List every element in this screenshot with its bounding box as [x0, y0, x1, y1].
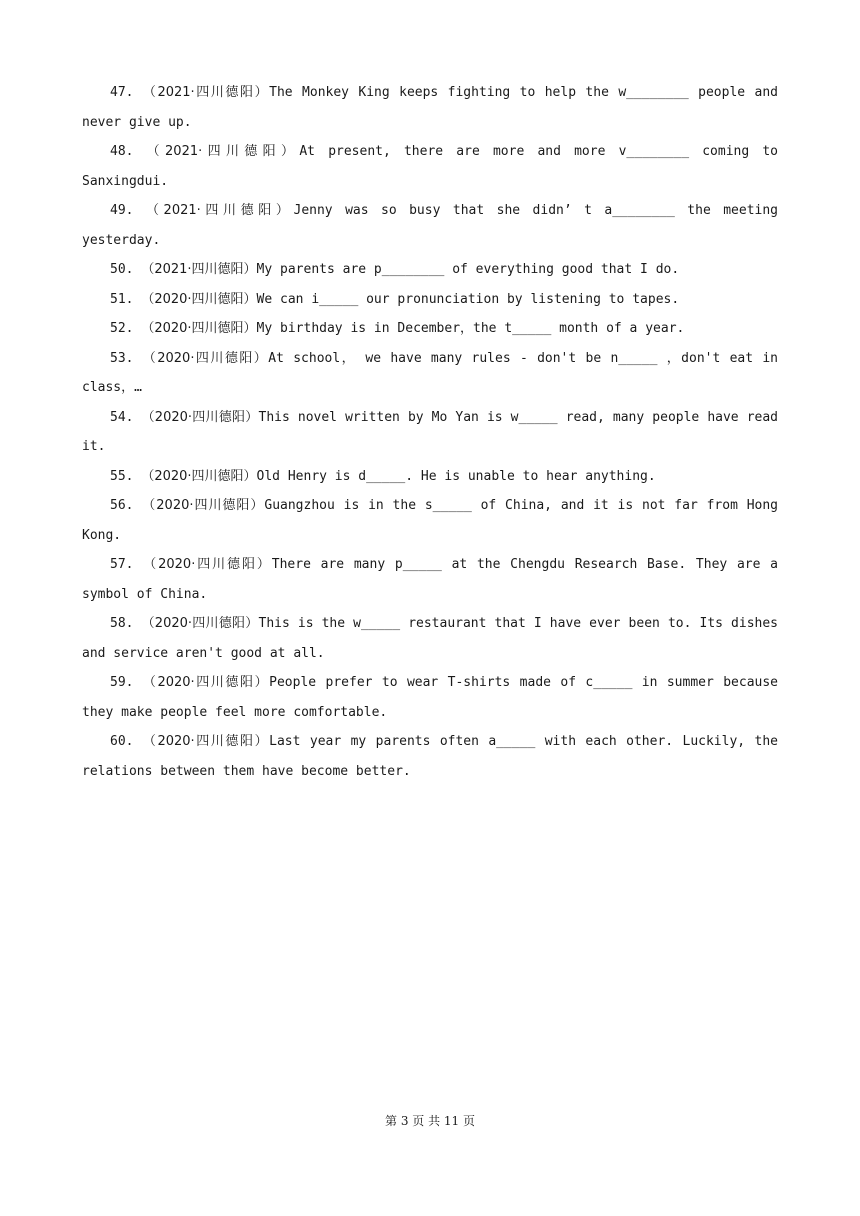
question-text: At present, there are more and more v________ coming to Sanxingdui. — [82, 144, 779, 189]
question-source: （2020·四川德阳） — [143, 557, 272, 572]
question-item — [82, 314, 778, 344]
question-source: （2021·四川德阳） — [141, 262, 257, 277]
question-item — [82, 137, 778, 196]
question-number: 55. — [110, 468, 134, 484]
question-number: 50. — [110, 262, 134, 277]
question-item — [82, 727, 778, 786]
question-text: This is the w_____ restaurant that I have ever been to. Its dishes and service aren't good at all. — [82, 616, 779, 661]
question-text: Jenny was so busy that she didn’ t a________ the meeting yesterday. — [82, 203, 778, 248]
question-source: （2020·四川德阳） — [141, 321, 257, 336]
question-number: 60. — [110, 734, 134, 749]
question-source: （2021·四川德阳） — [146, 144, 300, 159]
question-number: 59. — [110, 675, 134, 690]
question-text: Old Henry is d_____. He is unable to hear anything. — [256, 468, 656, 484]
question-source: （2020·四川德阳） — [141, 291, 257, 307]
question-text: Guangzhou is in the s_____ of China, and it is not far from Hong Kong. — [82, 498, 779, 543]
question-text: There are many p_____ at the Chengdu Research Base. They are a symbol of China. — [82, 557, 778, 602]
question-number: 47. — [110, 85, 134, 100]
question-text: People prefer to wear T-shirts made of c_____ in summer because they make people feel more comfortable. — [82, 675, 778, 720]
question-source: （2021·四川德阳） — [142, 85, 270, 100]
question-number: 51. — [110, 291, 134, 307]
question-item — [82, 550, 778, 609]
question-item — [82, 255, 778, 285]
question-list — [82, 78, 778, 786]
question-item — [82, 609, 778, 668]
question-source: （2020·四川德阳） — [142, 498, 265, 513]
question-number: 49. — [110, 203, 134, 218]
question-text: This novel written by Mo Yan is w_____ read, many people have read it. — [82, 409, 779, 454]
question-number: 48. — [110, 144, 134, 159]
question-source: （2020·四川德阳） — [142, 734, 270, 749]
question-source: （2021·四川德阳） — [145, 203, 294, 218]
question-number: 54. — [110, 409, 134, 425]
question-item — [82, 285, 778, 315]
question-item — [82, 78, 778, 137]
question-number: 58. — [110, 616, 134, 631]
question-item — [82, 462, 778, 492]
question-number: 53. — [110, 350, 134, 366]
question-item — [82, 403, 778, 462]
question-item — [82, 344, 778, 403]
question-item — [82, 668, 778, 727]
question-text: At school， we have many rules - don't be n_____ ，don't eat in class，… — [82, 350, 779, 395]
question-number: 52. — [110, 321, 134, 336]
question-source: （2020·四川德阳） — [141, 409, 259, 425]
question-text: My parents are p________ of everything good that I do. — [256, 262, 680, 277]
question-source: （2020·四川德阳） — [142, 350, 269, 366]
question-item — [82, 491, 778, 550]
question-source: （2020·四川德阳） — [141, 616, 259, 631]
question-number: 57. — [110, 557, 134, 572]
question-source: （2020·四川德阳） — [142, 675, 270, 690]
question-source: （2020·四川德阳） — [141, 468, 257, 484]
question-text: We can i_____ our pronunciation by listening to tapes. — [256, 291, 680, 307]
question-text: My birthday is in December，the t_____ month of a year. — [256, 321, 685, 336]
page-footer: 第 3 页 共 11 页 — [385, 1114, 475, 1128]
question-text: The Monkey King keeps fighting to help the w________ people and never give up. — [82, 85, 778, 130]
question-text: Last year my parents often a_____ with each other. Luckily, the relations between them have become better. — [82, 734, 778, 779]
question-item — [82, 196, 778, 255]
question-number: 56. — [110, 498, 134, 513]
